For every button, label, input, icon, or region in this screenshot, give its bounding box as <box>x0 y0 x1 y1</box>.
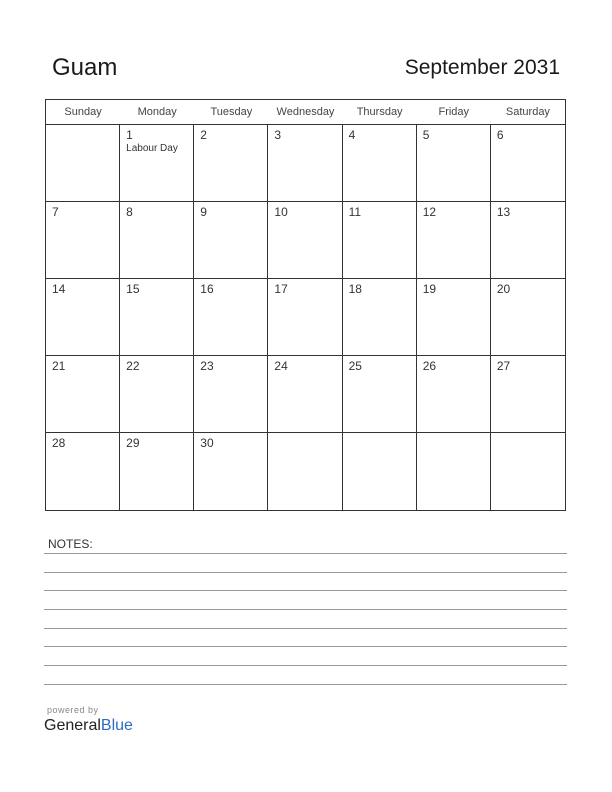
day-number: 4 <box>348 128 356 142</box>
day-cell <box>491 356 565 433</box>
day-cell <box>46 279 120 356</box>
holiday-label: Labour Day <box>126 143 178 154</box>
day-number: 8 <box>126 205 133 219</box>
day-number: 25 <box>348 359 362 373</box>
day-cell <box>194 356 268 433</box>
notes-label: NOTES: <box>48 537 93 551</box>
day-cell <box>491 125 565 202</box>
day-number: 21 <box>52 359 66 373</box>
day-number: 17 <box>274 282 288 296</box>
brand-name-blue: Blue <box>100 717 133 734</box>
day-cell <box>268 202 342 279</box>
day-cell <box>268 125 342 202</box>
day-cell <box>120 356 194 433</box>
month-year-title: September 2031 <box>404 56 560 79</box>
day-number: 14 <box>52 282 66 296</box>
day-number: 15 <box>126 282 140 296</box>
day-cell <box>46 202 120 279</box>
notes-line <box>44 628 567 629</box>
brand-logo <box>44 717 133 735</box>
day-number: 26 <box>422 359 437 373</box>
day-number: 22 <box>126 359 140 373</box>
day-cell <box>120 202 194 279</box>
day-number: 29 <box>126 436 140 450</box>
day-cell <box>120 279 194 356</box>
day-number: 23 <box>200 359 214 373</box>
day-cell <box>491 279 565 356</box>
day-number: 13 <box>496 205 511 219</box>
day-cell <box>194 202 268 279</box>
day-cell <box>194 279 268 356</box>
day-number: 10 <box>274 205 288 219</box>
notes-line <box>44 553 567 554</box>
day-number: 30 <box>200 436 214 450</box>
weekday-wednesday: Wednesday <box>276 106 335 118</box>
day-cell <box>491 433 565 510</box>
day-number: 9 <box>200 205 207 219</box>
day-cell <box>194 433 268 510</box>
day-number: 2 <box>200 128 207 142</box>
notes-line <box>44 609 567 610</box>
day-cell <box>417 202 491 279</box>
day-cell <box>343 279 417 356</box>
weekday-sunday: Sunday <box>64 106 102 118</box>
notes-line <box>44 590 567 591</box>
day-cell <box>491 202 565 279</box>
day-cell <box>46 433 120 510</box>
day-number: 24 <box>274 359 288 373</box>
calendar-body <box>46 125 565 510</box>
day-cell <box>194 125 268 202</box>
day-number: 27 <box>496 359 511 373</box>
weekday-tuesday: Tuesday <box>210 106 253 118</box>
day-cell <box>417 433 491 510</box>
day-number: 7 <box>52 205 59 219</box>
day-cell <box>120 125 194 202</box>
weekday-saturday: Saturday <box>505 106 550 118</box>
day-number: 6 <box>496 128 504 142</box>
day-number: 5 <box>422 128 430 142</box>
day-cell <box>46 356 120 433</box>
day-cell <box>417 356 491 433</box>
day-cell <box>268 433 342 510</box>
day-cell <box>268 356 342 433</box>
weekday-friday: Friday <box>438 106 470 118</box>
day-cell <box>417 125 491 202</box>
weekday-thursday: Thursday <box>356 106 403 118</box>
day-number: 20 <box>496 282 511 296</box>
day-number: 16 <box>200 282 214 296</box>
powered-by-text: powered by <box>47 705 99 715</box>
day-number: 1 <box>126 128 133 142</box>
day-cell <box>343 125 417 202</box>
day-cell <box>343 433 417 510</box>
notes-line <box>44 646 567 647</box>
day-cell <box>120 433 194 510</box>
day-cell <box>417 279 491 356</box>
day-number: 3 <box>274 128 282 142</box>
calendar-grid <box>45 99 566 511</box>
day-number: 12 <box>422 205 437 219</box>
day-number: 28 <box>52 436 66 450</box>
weekday-monday: Monday <box>137 106 177 118</box>
notes-line <box>44 572 567 573</box>
notes-line <box>44 684 567 685</box>
day-cell <box>343 356 417 433</box>
country-title: Guam <box>52 54 118 81</box>
day-number: 11 <box>348 205 362 219</box>
day-cell <box>46 125 120 202</box>
weekday-header <box>46 100 565 125</box>
day-cell <box>343 202 417 279</box>
notes-line <box>44 665 567 666</box>
day-number: 19 <box>422 282 437 296</box>
brand-name-general: General <box>44 717 101 734</box>
day-cell <box>268 279 342 356</box>
day-number: 18 <box>348 282 362 296</box>
